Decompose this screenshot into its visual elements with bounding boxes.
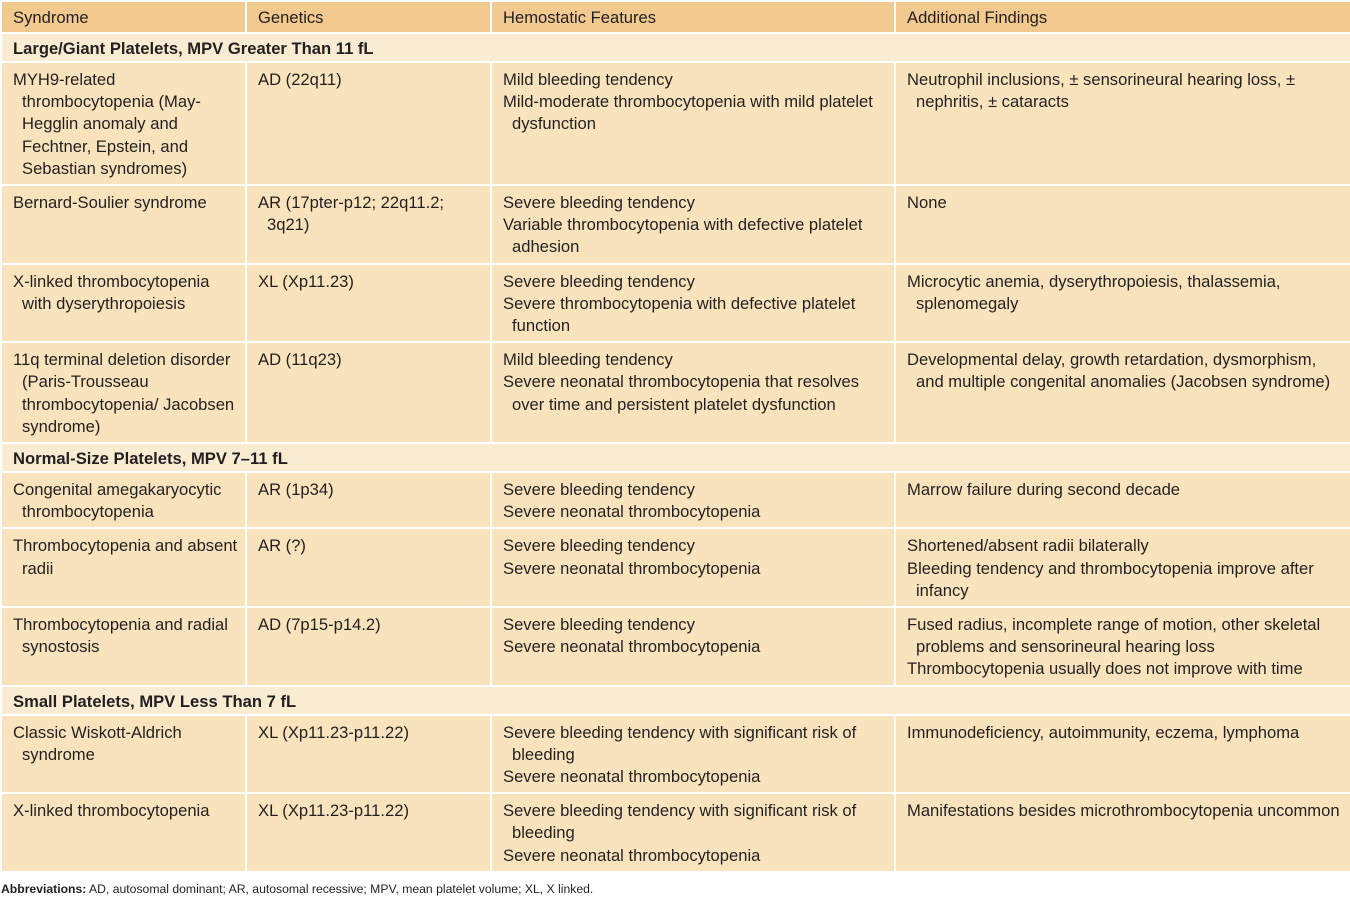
cell-hemostatic-features xyxy=(491,607,895,686)
header-syndrome: Syndrome xyxy=(1,1,246,33)
cell-genetics xyxy=(246,185,491,264)
cell-line: Bernard-Soulier syndrome xyxy=(13,193,207,213)
cell-additional-findings xyxy=(895,264,1350,343)
abbreviations-text: AD, autosomal dominant; AR, autosomal recessive; MPV, mean platelet volume; XL, X linked. xyxy=(86,882,594,896)
cell-genetics xyxy=(246,472,491,528)
cell-line: AD (7p15-p14.2) xyxy=(258,615,381,635)
cell-line: Severe neonatal thrombocytopenia xyxy=(503,637,761,657)
cell-line: Severe thrombocytopenia with defective platelet function xyxy=(503,293,856,336)
section-row xyxy=(1,443,1350,472)
cell-genetics xyxy=(246,607,491,686)
cell-hemostatic-features xyxy=(491,264,895,343)
cell-line: Microcytic anemia, dyserythropoiesis, thalassemia, splenomegaly xyxy=(907,271,1281,313)
table-row xyxy=(1,715,1350,794)
cell-hemostatic-features xyxy=(491,715,895,794)
cell-hemostatic-features xyxy=(491,793,895,872)
cell-line: Shortened/absent radii bilaterally xyxy=(907,536,1149,556)
header-hemostatic-features: Hemostatic Features xyxy=(491,1,895,33)
cell-syndrome xyxy=(1,715,246,794)
section-title: Small Platelets, MPV Less Than 7 fL xyxy=(1,686,1350,715)
cell-syndrome xyxy=(1,264,246,343)
cell-line: AD (22q11) xyxy=(258,70,342,89)
cell-additional-findings xyxy=(895,342,1350,443)
cell-line: None xyxy=(907,193,947,213)
table-row xyxy=(1,185,1350,264)
cell-additional-findings xyxy=(895,793,1350,872)
cell-genetics xyxy=(246,793,491,872)
cell-line: Fused radius, incomplete range of motion, other skeletal problems and sensorineural hearing loss xyxy=(907,615,1321,657)
table-row xyxy=(1,528,1350,607)
cell-line: Variable thrombocytopenia with defective platelet adhesion xyxy=(503,215,863,257)
cell-line: Mild bleeding tendency xyxy=(503,70,673,89)
cell-genetics xyxy=(246,264,491,343)
cell-line: AR (?) xyxy=(258,536,306,556)
cell-line: AR (1p34) xyxy=(258,480,334,500)
cell-line: Severe neonatal thrombocytopenia xyxy=(503,845,761,865)
cell-genetics xyxy=(246,528,491,607)
cell-line: XL (Xp11.23-p11.22) xyxy=(258,801,409,821)
cell-line: Immunodeficiency, autoimmunity, eczema, lymphoma xyxy=(907,722,1300,742)
cell-syndrome xyxy=(1,62,246,185)
cell-syndrome xyxy=(1,342,246,443)
cell-line: Classic Wiskott-Aldrich syndrome xyxy=(13,722,182,764)
cell-line: Neutrophil inclusions, ± sensorineural hearing loss, ± nephritis, ± cataracts xyxy=(907,70,1296,112)
cell-genetics xyxy=(246,342,491,443)
cell-line: AD (11q23) xyxy=(258,350,342,370)
cell-additional-findings xyxy=(895,528,1350,607)
header-row xyxy=(1,1,1350,33)
cell-syndrome xyxy=(1,607,246,686)
table-row xyxy=(1,607,1350,686)
table-row xyxy=(1,342,1350,443)
section-row xyxy=(1,33,1350,62)
cell-line: Severe bleeding tendency xyxy=(503,271,695,291)
cell-line: Congenital amegakaryocytic thrombocytopenia xyxy=(13,480,222,522)
cell-line: Mild-moderate thrombocytopenia with mild platelet dysfunction xyxy=(503,92,873,134)
cell-line: Severe neonatal thrombocytopenia xyxy=(503,558,761,578)
cell-line: XL (Xp11.23-p11.22) xyxy=(258,722,409,742)
header-genetics: Genetics xyxy=(246,1,491,33)
cell-syndrome xyxy=(1,185,246,264)
cell-hemostatic-features xyxy=(491,528,895,607)
cell-line: Thrombocytopenia and absent radii xyxy=(13,536,238,578)
cell-syndrome xyxy=(1,472,246,528)
abbreviations-label: Abbreviations: xyxy=(1,882,87,896)
cell-syndrome xyxy=(1,528,246,607)
cell-hemostatic-features xyxy=(491,185,895,264)
cell-line: XL (Xp11.23) xyxy=(258,271,354,291)
cell-genetics xyxy=(246,715,491,794)
table-row xyxy=(1,264,1350,343)
section-row xyxy=(1,686,1350,715)
cell-line: Manifestations besides microthrombocytopenia uncommon xyxy=(907,801,1340,821)
cell-line: Marrow failure during second decade xyxy=(907,480,1181,500)
table-body xyxy=(1,33,1350,872)
table-row xyxy=(1,793,1350,872)
cell-line: Severe bleeding tendency xyxy=(503,536,695,556)
section-title: Normal-Size Platelets, MPV 7–11 fL xyxy=(1,443,1350,472)
cell-additional-findings xyxy=(895,472,1350,528)
cell-line: Severe bleeding tendency xyxy=(503,480,695,500)
cell-line: 11q terminal deletion disorder (Paris-Trousseau thrombocytopenia/ Jacobsen syndrome) xyxy=(13,350,235,436)
cell-hemostatic-features xyxy=(491,62,895,185)
header-additional-findings: Additional Findings xyxy=(895,1,1350,33)
cell-genetics xyxy=(246,62,491,185)
cell-line: Severe neonatal thrombocytopenia that resolves over time and persistent platelet dysfunction xyxy=(503,372,860,414)
table-row xyxy=(1,472,1350,528)
cell-line: Developmental delay, growth retardation, dysmorphism, and multiple congenital anomalies (Jacobsen syndrome) xyxy=(907,350,1331,392)
cell-line: Severe bleeding tendency xyxy=(503,193,695,213)
cell-line: X-linked thrombocytopenia xyxy=(13,801,210,821)
cell-line: Severe bleeding tendency xyxy=(503,615,695,635)
cell-additional-findings xyxy=(895,607,1350,686)
abbreviations-note xyxy=(1,881,593,897)
cell-line: AR (17pter-p12; 22q11.2; 3q21) xyxy=(258,193,445,235)
cell-line: Thrombocytopenia and radial synostosis xyxy=(13,615,228,657)
cell-line: Severe bleeding tendency with significant risk of bleeding xyxy=(503,801,857,843)
cell-line: MYH9-related thrombocytopenia (May-Hegglin anomaly and Fechtner, Epstein, and Sebastian syndromes) xyxy=(13,70,201,178)
table-row xyxy=(1,62,1350,185)
cell-line: Mild bleeding tendency xyxy=(503,350,673,370)
cell-line: X-linked thrombocytopenia with dyserythropoiesis xyxy=(13,271,210,313)
cell-line: Thrombocytopenia usually does not improve with time xyxy=(907,659,1303,679)
cell-hemostatic-features xyxy=(491,472,895,528)
cell-line: Severe neonatal thrombocytopenia xyxy=(503,502,761,522)
cell-additional-findings xyxy=(895,185,1350,264)
cell-line: Bleeding tendency and thrombocytopenia improve after infancy xyxy=(907,558,1314,600)
cell-hemostatic-features xyxy=(491,342,895,443)
cell-syndrome xyxy=(1,793,246,872)
section-title: Large/Giant Platelets, MPV Greater Than 11 fL xyxy=(1,33,1350,62)
cell-line: Severe neonatal thrombocytopenia xyxy=(503,767,761,787)
cell-additional-findings xyxy=(895,715,1350,794)
cell-additional-findings xyxy=(895,62,1350,185)
cell-line: Severe bleeding tendency with significant risk of bleeding xyxy=(503,722,857,764)
